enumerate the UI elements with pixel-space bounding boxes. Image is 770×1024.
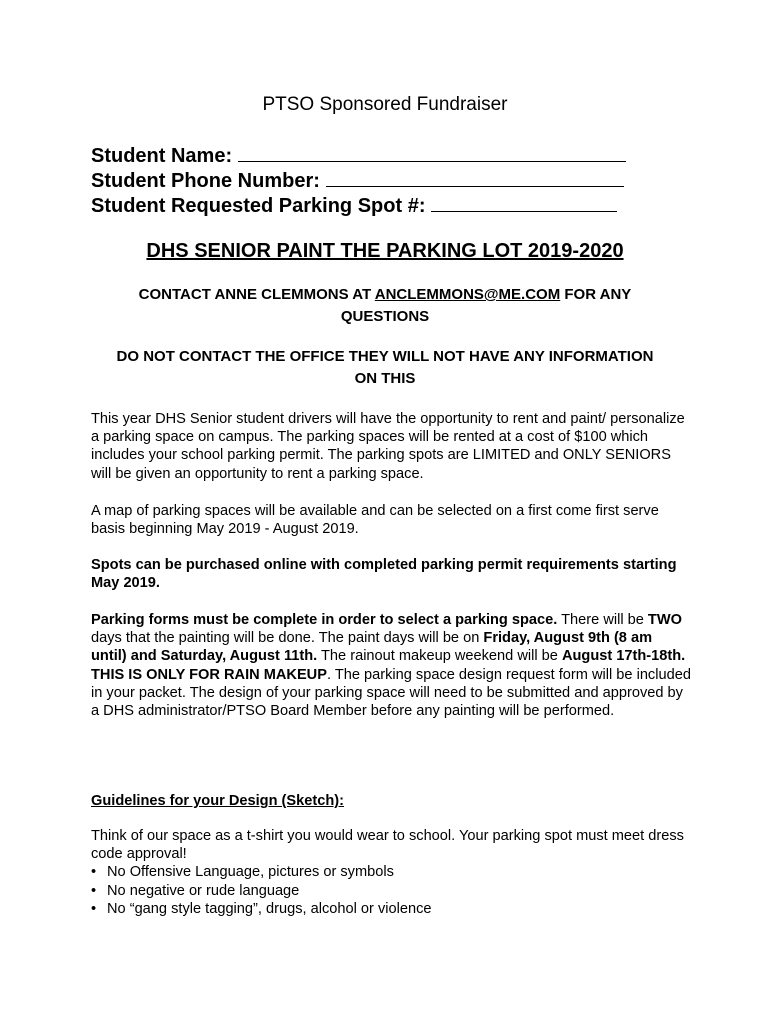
purchase-paragraph: Spots can be purchased online with completed parking permit requirements starting May 2019. (91, 557, 677, 592)
guideline-item: • No Offensive Language, pictures or symbols (91, 863, 691, 881)
forms-required-text: Parking forms must be complete in order to select a parking space. (91, 612, 558, 628)
guidelines-intro: Think of our space as a t-shirt you would wear to school. Your parking spot must meet dress code approval! (91, 828, 684, 863)
warning-line-1: DO NOT CONTACT THE OFFICE THEY WILL NOT HAVE ANY INFORMATION (116, 348, 654, 365)
para4-text-1: There will be (557, 612, 648, 628)
student-name-field (91, 143, 626, 168)
contact-line-2: QUESTIONS (340, 308, 430, 325)
intro-paragraph: This year DHS Senior student drivers will have the opportunity to rent and paint/ personalize a parking space on campus. The parking spaces will be rented at a cost of $100 which includes your school parking permit. The parking spots are LIMITED and ONLY SENIORS will be given an opportunity to rent a parking space. (91, 411, 685, 482)
paint-dates-text: Friday, August 9th (8 am until) and Saturday, August 11th. (91, 630, 653, 665)
parking-spot-blank[interactable] (431, 193, 617, 212)
contact-text-end: FOR ANY (560, 286, 632, 303)
guidelines-heading: Guidelines for your Design (Sketch): (91, 793, 344, 809)
two-days-text: TWO (647, 612, 682, 628)
contact-notice (0, 284, 770, 328)
guidelines-list (91, 863, 691, 918)
contact-email-link[interactable]: ANCLEMMONS@ME.COM (374, 286, 561, 303)
event-heading: DHS SENIOR PAINT THE PARKING LOT 2019-2020 (146, 240, 624, 262)
student-phone-blank[interactable] (326, 168, 624, 187)
contact-line-1 (0, 284, 770, 306)
office-warning (0, 346, 770, 390)
painting-paragraph (91, 611, 691, 720)
parking-spot-label: Student Requested Parking Spot #: (91, 195, 426, 217)
guideline-item: • No negative or rude language (91, 882, 691, 900)
guidelines-section (91, 827, 691, 918)
map-paragraph: A map of parking spaces will be available and can be selected on a first come first serve basis beginning May 2019 - August 2019. (91, 503, 659, 538)
student-phone-field (91, 168, 624, 193)
student-name-blank[interactable] (238, 143, 626, 162)
student-phone-label: Student Phone Number: (91, 170, 320, 192)
rain-dates-text: August 17th-18th. THIS IS ONLY FOR RAIN MAKEUP (91, 648, 686, 683)
para4-text-4: . The parking space design request form will be included in your packet. The design of your parking space will need to be submitted and approved by a DHS administrator/PTSO Board Member before any painting will be performed. (91, 666, 691, 720)
para4-text-2: days that the painting will be done. The paint days will be on (91, 630, 484, 647)
page-title: PTSO Sponsored Fundraiser (262, 94, 508, 115)
warning-line-2: ON THIS (354, 370, 416, 387)
guideline-item: • No “gang style tagging”, drugs, alcohol or violence (91, 900, 691, 918)
parking-spot-field (91, 193, 617, 218)
contact-text: CONTACT ANNE CLEMMONS AT (138, 286, 375, 303)
student-name-label: Student Name: (91, 145, 233, 167)
para4-text-3: The rainout makeup weekend will be (317, 648, 562, 665)
